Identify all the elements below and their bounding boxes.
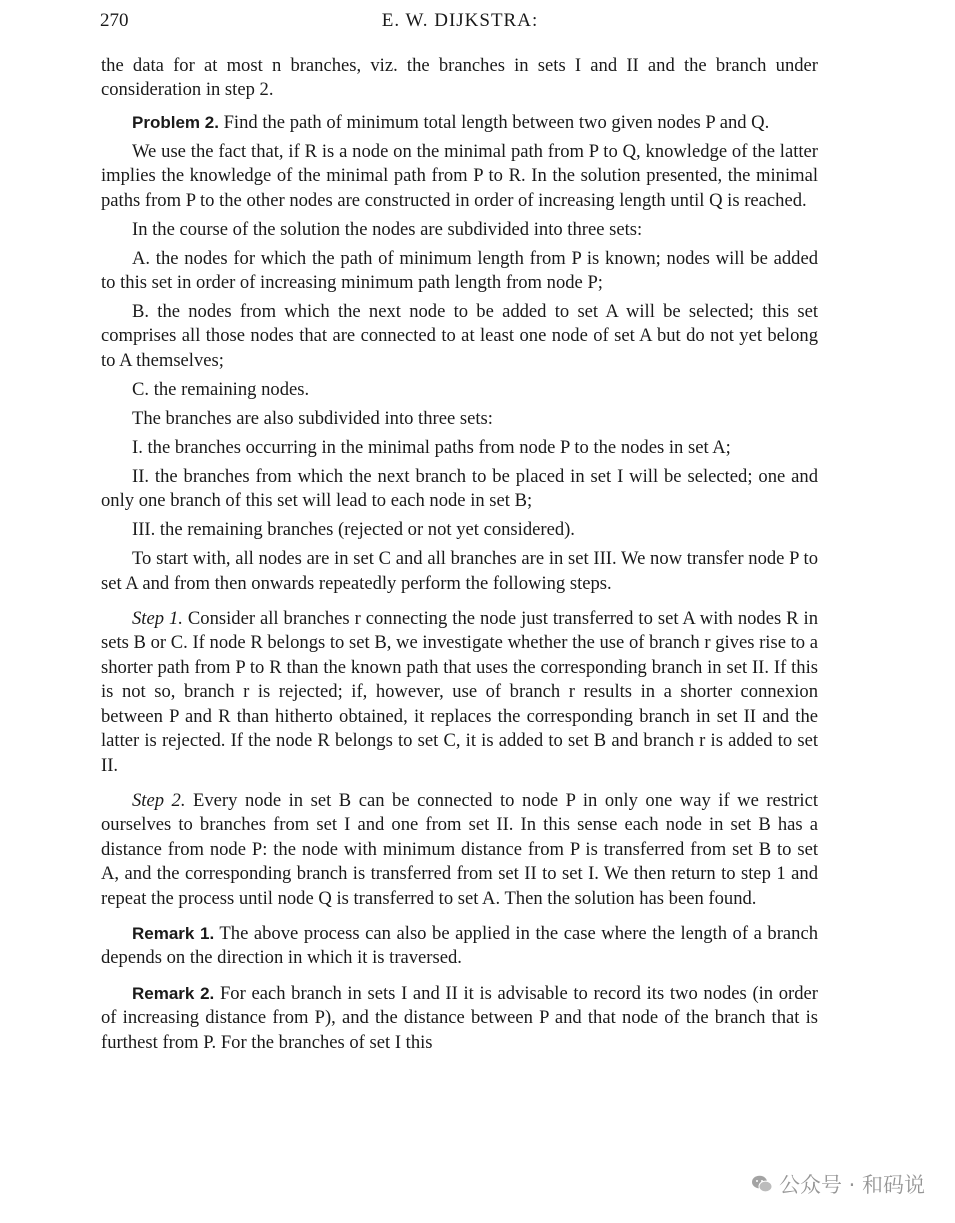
paragraph-text: In the course of the solution the nodes are subdivided into three sets: <box>132 218 643 240</box>
paragraph <box>101 247 818 296</box>
paragraph-label: Remark 1. <box>132 923 215 943</box>
paragraph-text: Consider all branches r connecting the node just transferred to set A with nodes R in sets B or C. If node R belongs to set B, we investigate whether the use of branch r gives rise to a shorter path from P to R than the known path that uses the corresponding branch in set II. If this is not so, branch r is rejected; if, however, use of branch r results in a shorter connexion between P and R than hitherto obtained, it replaces the corresponding branch in set II and the latter is rejected. If the node R belongs to set C, it is added to set B and branch r is added to set II. <box>101 608 818 776</box>
page-number: 270 <box>100 10 129 31</box>
paragraph <box>101 465 818 514</box>
paragraph-text: C. the remaining nodes. <box>132 378 310 400</box>
paragraph <box>101 300 818 373</box>
paragraph-text: We use the fact that, if R is a node on the minimal path from P to Q, knowledge of the latter implies the knowledge of the minimal path from P to R. In the solution presented, the minimal paths from P to the other nodes are constructed in order of increasing length until Q is reached. <box>101 140 818 211</box>
paragraph <box>101 378 818 402</box>
paragraph-text: Find the path of minimum total length between two given nodes P and Q. <box>223 111 770 133</box>
paragraph-text: I. the branches occurring in the minimal paths from node P to the nodes in set A; <box>132 436 731 458</box>
paragraph <box>101 54 818 103</box>
paragraph <box>101 218 818 242</box>
paragraph <box>101 789 818 911</box>
paragraph-text: Every node in set B can be connected to node P in only one way if we restrict ourselves to branches from set I and one from set II. In this sense each node in set B has a distance from node P: the node with minimum distance from P is transferred from set B to set A, and the corresponding branch is transferred from set II to set I. We then return to step 1 and repeat the process until node Q is transferred to set A. Then the solution has been found. <box>101 789 818 909</box>
paragraph <box>101 518 818 542</box>
paragraph-text: II. the branches from which the next branch to be placed in set I will be selected; one and only one branch of this set will lead to each node in set B; <box>101 465 818 512</box>
paragraph-text: To start with, all nodes are in set C and all branches are in set III. We now transfer node P to set A and from then onwards repeatedly perform the following steps. <box>101 548 818 594</box>
paragraph <box>101 111 818 135</box>
paragraph <box>101 607 818 778</box>
paragraph <box>101 922 818 971</box>
wechat-icon <box>751 1174 773 1194</box>
paragraph-label: Problem 2. <box>132 112 219 132</box>
paragraph-text: B. the nodes from which the next node to be added to set A will be selected; this set comprises all those nodes that are connected to at least one node of set A but do not yet belong to A themselves; <box>101 301 818 371</box>
watermark-text: 公众号 · 和码说 <box>778 1173 925 1197</box>
paragraph-label: Remark 2. <box>132 983 215 1003</box>
paragraph-label: Step 1. <box>132 608 183 630</box>
paragraph-text: The above process can also be applied in the case where the length of a branch depends on the direction in which it is traversed. <box>101 922 818 969</box>
paragraph <box>101 982 818 1055</box>
paragraph-text: III. the remaining branches (rejected or not yet considered). <box>132 519 575 541</box>
paragraph-text: The branches are also subdivided into three sets: <box>132 407 493 429</box>
watermark <box>751 1169 925 1199</box>
running-header <box>100 10 820 36</box>
article-body <box>101 54 818 1060</box>
paragraph <box>101 436 818 460</box>
paragraph <box>101 407 818 431</box>
paragraph-text: For each branch in sets I and II it is advisable to record its two nodes (in order of increasing distance from P), and the distance between P and that node of the branch that is furthest from P. For the branches of set I this <box>101 982 818 1053</box>
paragraph-text: A. the nodes for which the path of minimum length from P is known; nodes will be added to this set in order of increasing minimum path length from node P; <box>101 247 818 294</box>
paragraph-label: Step 2. <box>132 789 186 811</box>
paragraph <box>101 547 818 596</box>
running-title: E. W. DIJKSTRA: <box>381 10 539 31</box>
paragraph <box>101 140 818 213</box>
paragraph-text: the data for at most n branches, viz. the branches in sets I and II and the branch under consideration in step 2. <box>101 55 818 101</box>
